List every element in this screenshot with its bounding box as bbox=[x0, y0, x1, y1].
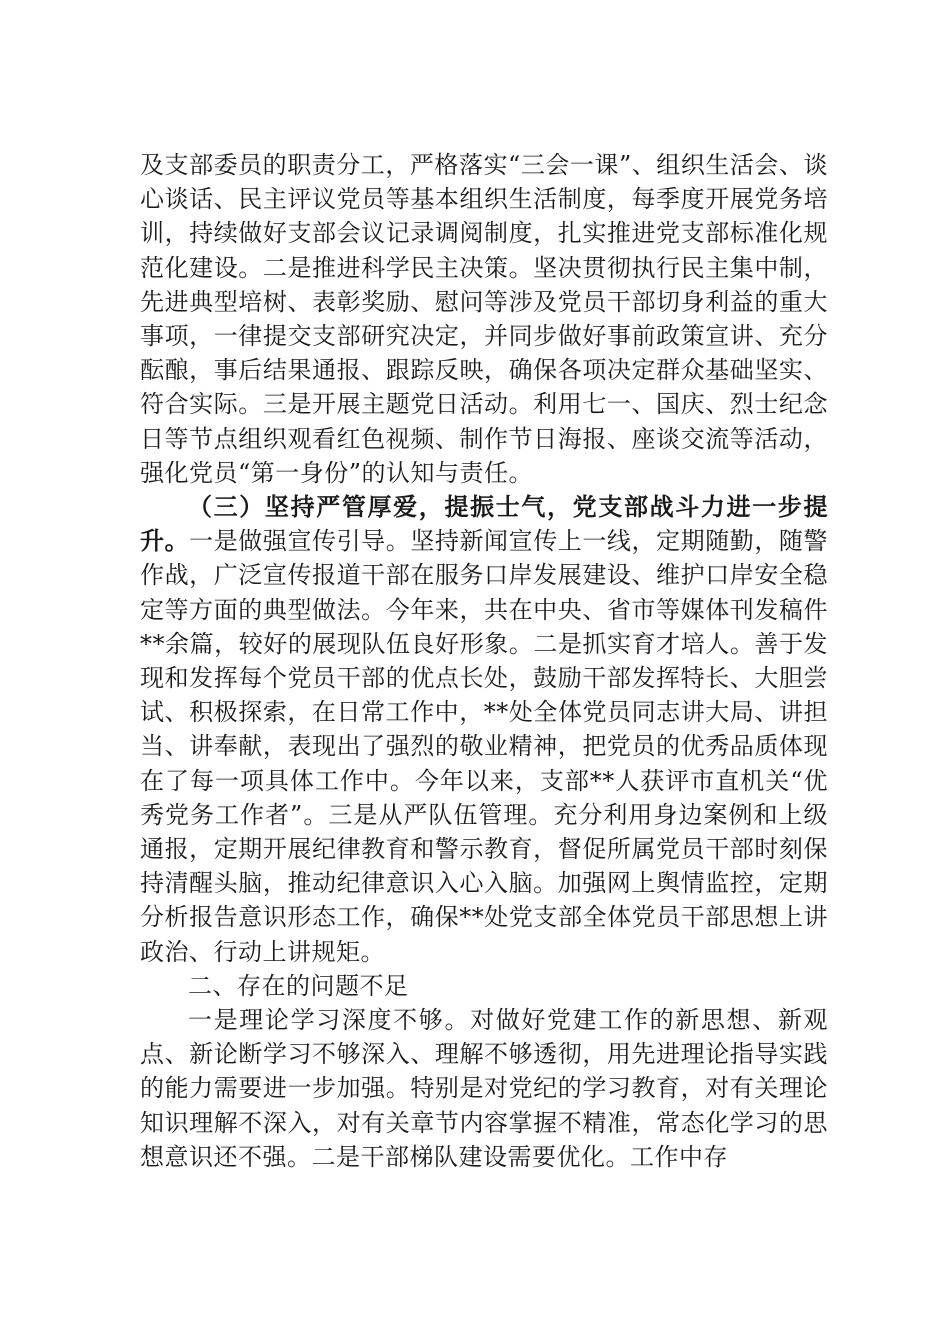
section-three-body: 一是做强宣传引导。坚持新闻宣传上一线，定期随勤，随警作战，广泛宣传报道干部在服务口岸发展建设、维护口岸安全稳定等方面的典型做法。今年来，共在中央、省市等媒体刊发稿件**余篇，较好的展现队伍良好形象。二是抓实育才培人。善于发现和发挥每个党员干部的优点长处，鼓励干部发挥特长、大胆尝试、积极探索，在日常工作中，**处全体党员同志讲大局、讲担当、讲奉献，表现出了强烈的敬业精神，把党员的优秀品质体现在了每一项具体工作中。今年以来，支部**人获评市直机关“优秀党务工作者”。三是从严队伍管理。充分利用身边案例和上级通报，定期开展纪律教育和警示教育，督促所属党员干部时刻保持清醒头脑，推动纪律意识入心入脑。加强网上舆情监控，定期分析报告意识形态工作，确保**处党支部全体党员干部思想上讲政治、行动上讲规矩。 bbox=[140, 527, 829, 966]
paragraph-continued: 及支部委员的职责分工，严格落实“三会一课”、组织生活会、谈心谈话、民主评议党员等基本组织生活制度，每季度开展党务培训，持续做好支部会议记录调阅制度，扎实推进党支部标准化规范化建设。二是推进科学民主决策。坚决贯彻执行民主集中制，先进典型培树、表彰奖励、慰问等涉及党员干部切身利益的重大事项，一律提交支部研究决定，并同步做好事前政策宣讲、充分酝酿，事后结果通报、跟踪反映，确保各项决定群众基础坚实、符合实际。三是开展主题党日活动。利用七一、国庆、烈士纪念日等节点组织观看红色视频、制作节日海报、座谈交流等活动，强化党员“第一身份”的认知与责任。 bbox=[140, 151, 828, 487]
document-page bbox=[140, 148, 828, 1174]
section-heading-three: （三）坚持严管厚爱，提振士气，党支部战斗力进一步提升。 bbox=[140, 493, 828, 556]
paragraph-section-three bbox=[140, 490, 828, 969]
section-heading-problems: 二、存在的问题不足 bbox=[188, 971, 409, 1000]
paragraph-problems: 一是理论学习深度不够。对做好党建工作的新思想、新观点、新论断学习不够深入、理解不够透彻，用先进理论指导实践的能力需要进一步加强。特别是对党纪的学习教育，对有关理论知识理解不深入，对有关章节内容掌握不精准，常态化学习的思想意识还不强。二是干部梯队建设需要优化。工作中存 bbox=[140, 1006, 828, 1171]
